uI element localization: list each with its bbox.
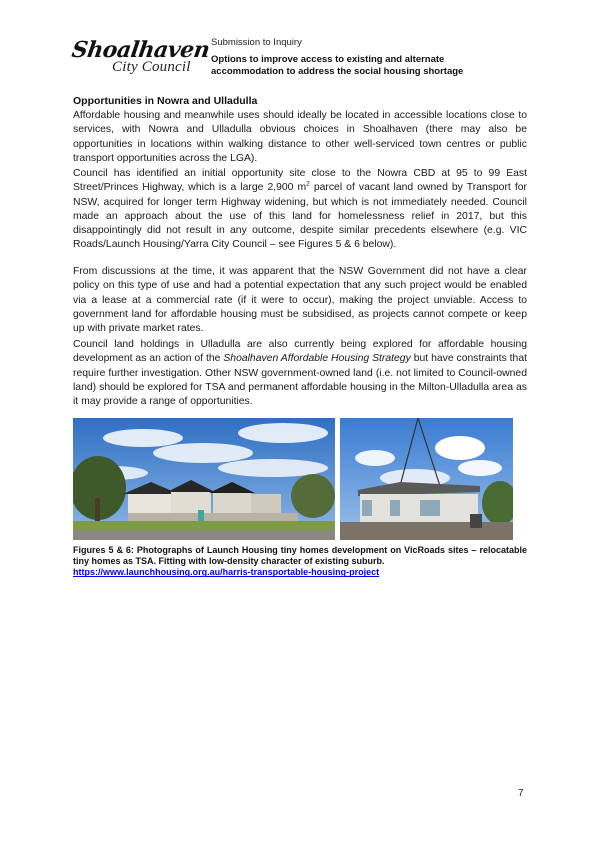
paragraph-4 — [73, 338, 527, 409]
superscript-squared: 2 — [306, 180, 310, 188]
figure-6-photo — [340, 418, 513, 540]
paragraph-4-text-a: Council land holdings in Ulladulla are also currently being explored for affordable housing development as an action of the — [73, 339, 527, 365]
logo-script-text: Shoalhaven — [70, 37, 212, 63]
figure-caption-text: Figures 5 & 6: Photographs of Launch Housing tiny homes development on VicRoads sites – relocatable tiny homes as TSA. Fitting with low-density character of existing suburb. — [73, 545, 527, 567]
paragraph-1: Affordable housing and meanwhile uses should ideally be located in accessible locations close to services, with Nowra and Ulladulla obvious choices in Shoalhaven (there may also be opportunities in locations within walking distance to other well-serviced town centres or public transport opportunities across the LGA). — [73, 110, 527, 164]
logo-subtitle-text: City Council — [112, 59, 191, 75]
section-heading: Opportunities in Nowra and Ulladulla — [73, 95, 258, 107]
page-number: 7 — [518, 788, 524, 799]
strategy-title: Shoalhaven Affordable Housing Strategy — [223, 353, 411, 365]
figure-caption — [73, 545, 527, 579]
paragraph-4-text-b: but have constraints that require further investigation. Other NSW government-owned land (i.e. not limited to Council-owned land) should be explored for TSA and permanent affordable housing in the Milton-Ulladulla area as it may provide a range of opportunities. — [73, 353, 528, 408]
document-type-label: Submission to Inquiry — [211, 37, 302, 48]
paragraph-2-text-b: parcel of vacant land owned by Transport for NSW, acquired for longer term Highway widening, but which is not immediately needed. Council made an approach about the use of this land for homelessness relief in 2017, but this disappointingly did not result in any outcome, despite similar precedents elsewhere (e.g. VIC Roads/Launch Housing/Yarra City Council – see Figures 5 & 6 below). — [73, 182, 527, 251]
paragraph-3: From discussions at the time, it was apparent that the NSW Government did not have a clear policy on this type of use and had a potential expectation that any such project would be enabled via a lease at a commercial rate (if it were to occur), making the project unviable. Access to government land for affordable housing must be subsidised, as projects cannot compete or keep up with private market rates. — [73, 266, 527, 335]
council-logo — [70, 37, 212, 83]
document-title: Options to improve access to existing and alternate accommodation to address the social housing shortage — [211, 54, 464, 77]
figure-source-link[interactable]: https://www.launchhousing.org.au/harris-transportable-housing-project — [73, 567, 380, 578]
paragraph-2-text-a: Council has identified an initial opportunity site close to the Nowra CBD at 95 to 99 East Street/Princes Highway, which is a large 2,900 m — [73, 168, 527, 194]
paragraph-2 — [73, 167, 527, 253]
figure-5-photo — [73, 418, 335, 540]
